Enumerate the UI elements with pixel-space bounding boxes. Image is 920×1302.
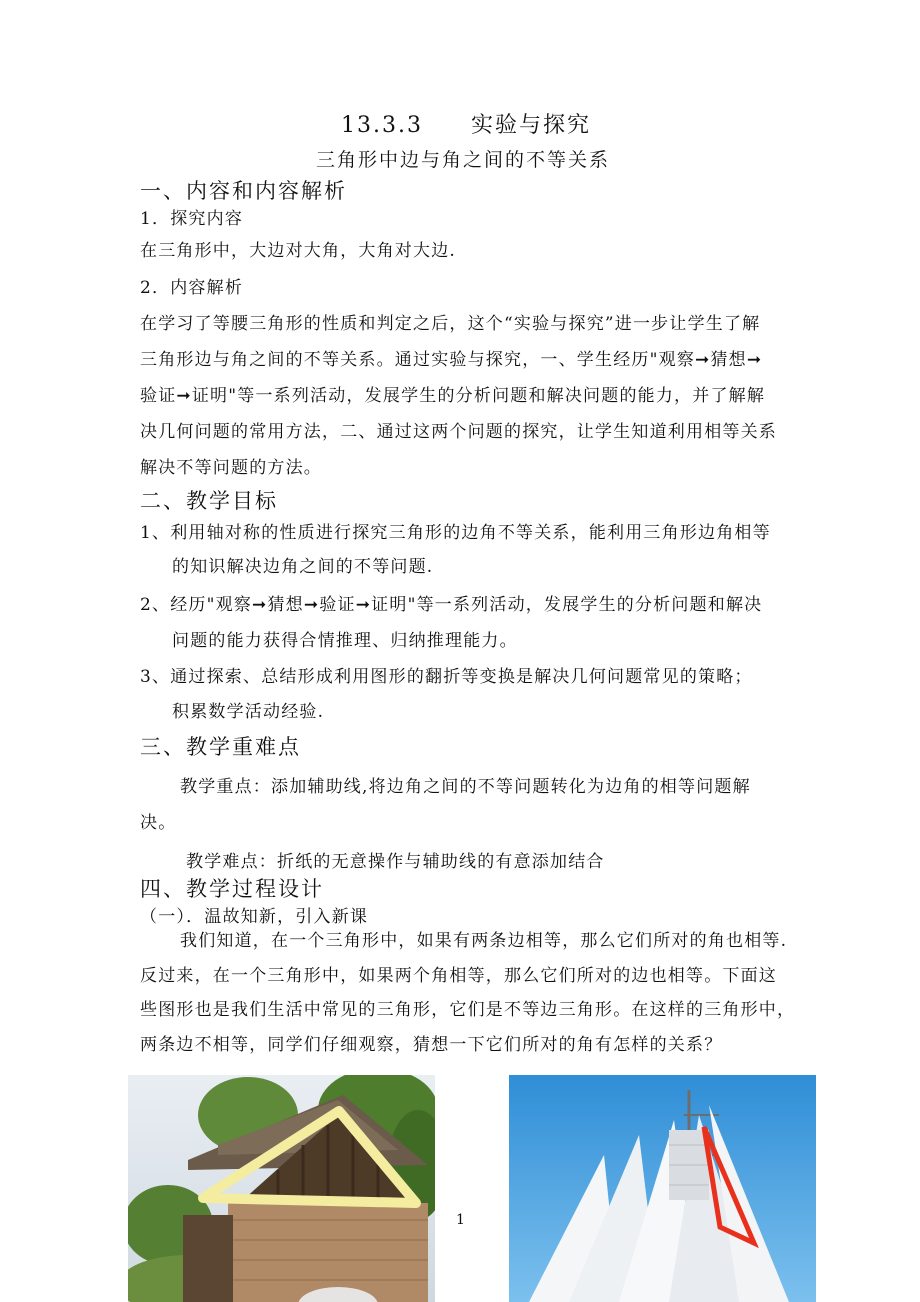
goal-3-line1: 3、通过探索、总结形成利用图形的翻折等变换是解决几何问题常见的策略；	[140, 667, 753, 687]
section-1-para2-line: 三角形边与角之间的不等关系。通过实验与探究，一、学生经历"观察➞猜想➞	[140, 350, 763, 370]
page-number: 1	[456, 1212, 465, 1228]
section-4-para-line: 我们知道，在一个三角形中，如果有两条边相等，那么它们所对的角也相等.	[180, 931, 788, 951]
section-1-sub1: 1．探究内容	[140, 209, 244, 229]
goal-2-line2: 问题的能力获得合情推理、归纳推理能力。	[172, 631, 518, 651]
section-2-heading: 二、教学目标	[140, 489, 278, 513]
section-1-para2-line: 决几何问题的常用方法，二、通过这两个问题的探究，让学生知道利用相等关系	[140, 422, 777, 442]
section-4-para-line: 反过来，在一个三角形中，如果两个角相等，那么它们所对的边也相等。下面这	[140, 966, 777, 986]
sailboat-photo	[509, 1075, 816, 1302]
difficult-point: 教学难点：折纸的无意操作与辅助线的有意添加结合	[186, 852, 605, 872]
key-point-line2: 决。	[140, 813, 177, 833]
key-point-line1: 教学重点：添加辅助线,将边角之间的不等问题转化为边角的相等问题解	[180, 777, 751, 797]
house-photo	[128, 1075, 435, 1302]
goal-1-line1: 1、利用轴对称的性质进行探究三角形的边角不等关系，能利用三角形边角相等	[140, 523, 771, 543]
section-3-heading: 三、教学重难点	[140, 735, 301, 759]
section-4-sub: （一）．温故知新，引入新课	[140, 907, 369, 927]
section-1-para2-line: 验证➞证明"等一系列活动，发展学生的分析问题和解决问题的能力，并了解解	[140, 386, 766, 406]
section-1-para2-line: 在学习了等腰三角形的性质和判定之后，这个“实验与探究”进一步让学生了解	[140, 314, 761, 334]
section-1-para1: 在三角形中，大边对大角，大角对大边.	[140, 241, 457, 261]
goal-2-line1: 2、经历"观察➞猜想➞验证➞证明"等一系列活动，发展学生的分析问题和解决	[140, 595, 763, 615]
goal-3-line2: 积累数学活动经验.	[172, 702, 325, 722]
page-subtitle: 三角形中边与角之间的不等关系	[316, 149, 611, 171]
section-4-para-line: 些图形也是我们生活中常见的三角形，它们是不等边三角形。在这样的三角形中，	[140, 1000, 796, 1020]
section-1-heading: 一、内容和内容解析	[140, 179, 347, 203]
section-4-para-line: 两条边不相等，同学们仔细观察，猜想一下它们所对的角有怎样的关系？	[140, 1035, 723, 1055]
section-4-heading: 四、教学过程设计	[140, 877, 324, 901]
page-title: 13.3.3 实验与探究	[341, 113, 591, 138]
section-1-para2-line: 解决不等问题的方法。	[140, 458, 322, 478]
section-1-sub2: 2．内容解析	[140, 278, 244, 298]
goal-1-line2: 的知识解决边角之间的不等问题.	[172, 557, 434, 577]
